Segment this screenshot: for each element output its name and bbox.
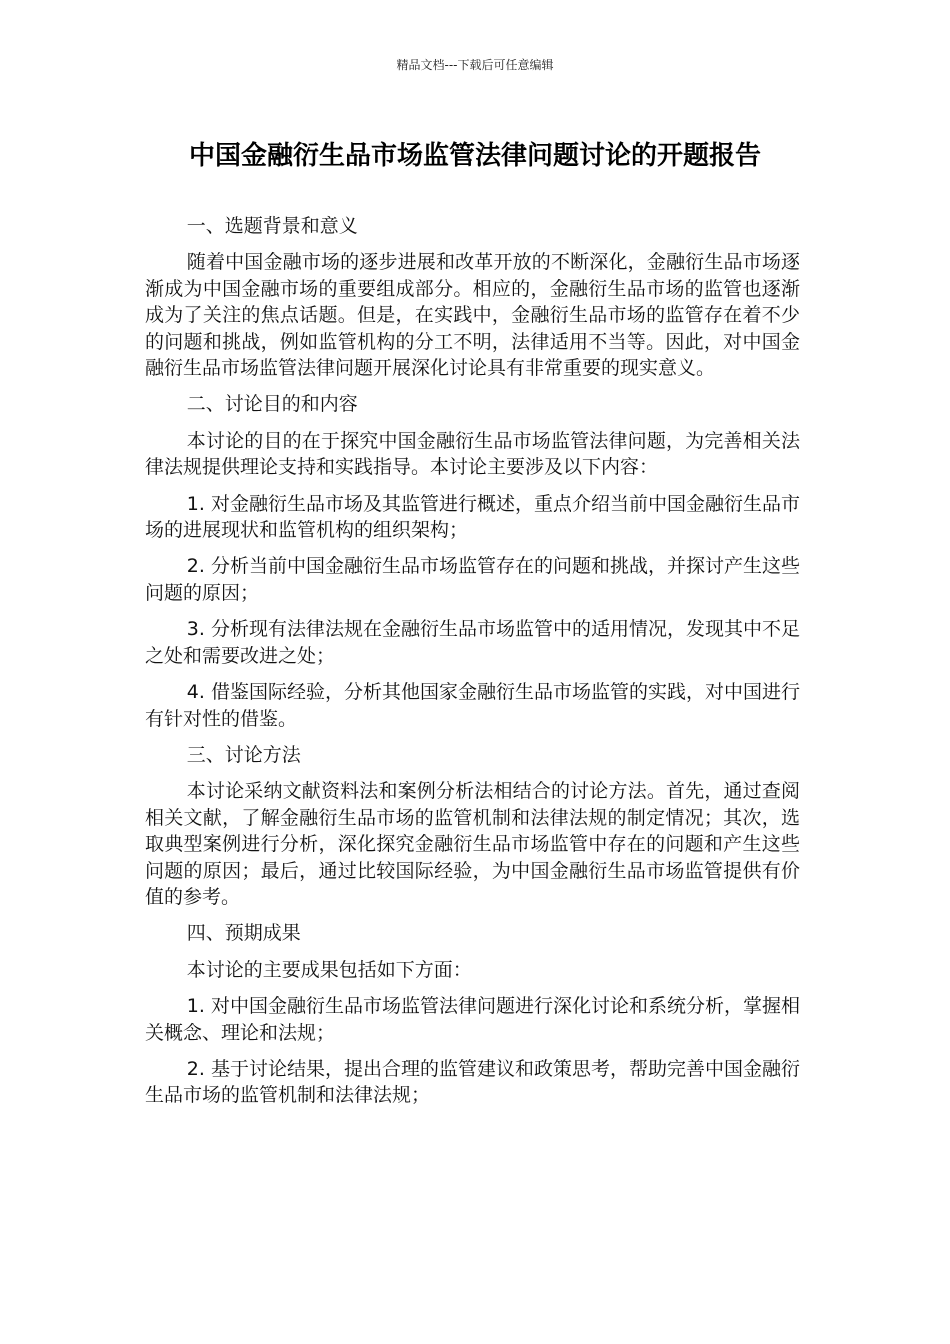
list-item-objective-3: 3. 分析现有法律法规在金融衍生品市场监管中的适用情况，发现其中不足之处和需要改进之处； <box>145 618 800 667</box>
section-heading-outcomes: 四、预期成果 <box>186 922 301 945</box>
paragraph-objectives-intro: 本讨论的目的在于探究中国金融衍生品市场监管法律问题，为完善相关法律法规提供理论支持和实践指导。本讨论主要涉及以下内容： <box>145 429 800 479</box>
list-item-objective-4: 4. 借鉴国际经验，分析其他国家金融衍生品市场监管的实践，对中国进行有针对性的借鉴。 <box>145 681 800 730</box>
list-item-outcome-1: 1. 对中国金融衍生品市场监管法律问题进行深化讨论和系统分析，掌握相关概念、理论和法规； <box>145 995 800 1044</box>
paragraph-outcomes-intro: 本讨论的主要成果包括如下方面： <box>186 958 472 981</box>
document-title: 中国金融衍生品市场监管法律问题讨论的开题报告 <box>188 141 761 171</box>
section-heading-objectives: 二、讨论目的和内容 <box>186 393 358 416</box>
list-item-objective-2: 2. 分析当前中国金融衍生品市场监管存在的问题和挑战，并探讨产生这些问题的原因； <box>145 555 800 604</box>
list-item-outcome-2: 2. 基于讨论结果，提出合理的监管建议和政策思考，帮助完善中国金融衍生品市场的监管机制和法律法规； <box>145 1057 800 1107</box>
section-heading-background: 一、选题背景和意义 <box>186 215 358 237</box>
document-body <box>145 213 800 1119</box>
list-item-objective-1: 1. 对金融衍生品市场及其监管进行概述，重点介绍当前中国金融衍生品市场的进展现状和监管机构的组织架构； <box>145 492 800 542</box>
section-heading-methods: 三、讨论方法 <box>186 743 301 766</box>
page-header-text: 精品文档---下载后可任意编辑 <box>396 58 554 72</box>
paragraph-background: 随着中国金融市场的逐步进展和改革开放的不断深化，金融衍生品市场逐渐成为中国金融市场的重要组成部分。相应的，金融衍生品市场的监管也逐渐成为了关注的焦点话题。但是，在实践中，金融衍生品市场的监管存在着不少的问题和挑战，例如监管机构的分工不明，法律适用不当等。因此，对中国金融衍生品市场监管法律问题开展深化讨论具有非常重要的现实意义。 <box>145 251 800 380</box>
paragraph-methods: 本讨论采纳文献资料法和案例分析法相结合的讨论方法。首先，通过查阅相关文献，了解金融衍生品市场的监管机制和法律法规的制定情况；其次，选取典型案例进行分析，深化探究金融衍生品市场监管中存在的问题和产生这些问题的原因；最后，通过比较国际经验，为中国金融衍生品市场监管提供有价值的参考。 <box>145 780 800 908</box>
